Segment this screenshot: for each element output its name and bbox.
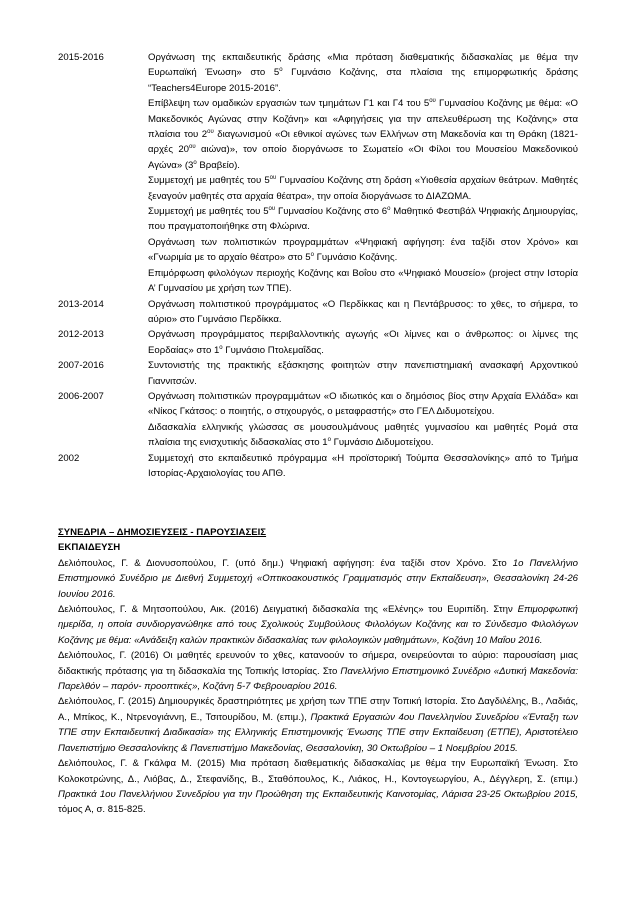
reference-source: Πανελλήνιο Επιστημονικό Συνέδριο «Δυτική Μακεδονία: Παρελθόν – παρόν- προοπτικές», Κοζάνη 5-7 Φεβρουαρίου 2016.	[58, 665, 578, 693]
activity-text: Γυμνάσιο Κοζάνης.	[313, 252, 398, 264]
activity-text: Γυμνασίου Κοζάνης στο 6	[275, 206, 388, 218]
reference-entry	[58, 556, 578, 602]
activity-item	[148, 266, 578, 297]
timeline-entry	[58, 50, 578, 297]
entry-year: 2006-2007	[58, 390, 104, 402]
timeline-entry	[58, 327, 578, 358]
entry-description	[148, 451, 578, 482]
activity-text: Βραβείο).	[196, 159, 240, 171]
activity-item	[148, 204, 578, 235]
reference-entry	[58, 694, 578, 756]
activity-text: Συντονιστής της πρακτικής εξάσκησης φοιτητών στην πανεπιστημιακή ανασκαφή Αρχοντικού Γιαννιτσών.	[148, 360, 578, 387]
ordinal-suffix: ο	[193, 159, 197, 166]
timeline-entry	[58, 451, 578, 482]
timeline-entry	[58, 358, 578, 389]
ordinal-suffix: ο	[327, 437, 331, 444]
activity-text: διαγωνισμού «Οι εθνικοί αγώνες των Ελλήνων στη Μακεδονία και τη Θράκη (1821-αρχές 20	[148, 129, 579, 156]
section-subtitle: ΕΚΠΑΙΔΕΥΣΗ	[58, 542, 121, 554]
activity-text: Συμμετοχή στο εκπαιδευτικό πρόγραμμα «Η προϊστορική Τούμπα Θεσσαλονίκης» από το Τμήμα Ιστορίας-Αρχαιολογίας του ΑΠΘ.	[148, 452, 578, 479]
entry-year: 2013-2014	[58, 298, 104, 310]
activity-text: Γυμνάσιο Κοζάνης, στα πλαίσια της επιμορφωτικής δράσης “Teachers4Europe 2015-2016”.	[148, 67, 578, 94]
reference-text: Δελιόπουλος, Γ. & Γκάλφα Μ. (2015) Μια πρόταση διαθεματικής διδασκαλίας με θέμα την Ευρωπαϊκή Ένωση. Στο Κολοκοτρώνης, Δ., Λιόβας, Δ., Στεφανίδης, Β., Σταθόπουλος, Κ., Λιάκος, Η., Κοντογεωργίου, Α., Δέγγλερη, Σ. (επιμ.)	[58, 758, 578, 785]
entry-year: 2012-2013	[58, 329, 104, 341]
reference-list	[58, 556, 578, 818]
activity-item	[148, 297, 578, 328]
reference-source: Πρακτικά Εργασιών 4ου Πανελληνίου Συνεδρίου «Ένταξη των ΤΠΕ στην Εκπαιδευτική Διαδικασία» της Ελληνικής Επιστημονικής Ένωσης ΤΠΕ στην Εκπαίδευση (ΕΤΠΕ), Αριστοτέλειο Πανεπιστήμιο Θεσσαλονίκης & Πανεπιστήμιο Μακεδονίας, Θεσσαλονίκη, 30 Οκτωβρίου – 1 Νοεμβρίου 2015.	[58, 711, 579, 754]
activity-text: Οργάνωση των πολιτιστικών προγραμμάτων «Ψηφιακή αφήγηση: ένα ταξίδι στον Χρόνο» και «Γνωριμία με το αρχαίο θέατρο» στο 5	[148, 236, 578, 264]
activity-text: αιώνα)», τον οποίο διοργάνωσε το Σωματείο «Οι Φίλοι του Μουσείου Μακεδονικού Αγώνα» (3	[148, 144, 578, 171]
activity-item	[148, 50, 578, 96]
activity-text: Οργάνωση πολιτιστικού προγράμματος «Ο Περδίκκας και η Πεντάβρυσος: το χθες, το σήμερα, το αύριο» στο Γυμνάσιο Περδίκκα.	[148, 298, 578, 325]
entry-description	[148, 358, 578, 389]
activity-item	[148, 389, 578, 420]
activities-timeline	[58, 50, 578, 481]
timeline-entry	[58, 389, 578, 451]
reference-entry	[58, 648, 578, 694]
reference-text: Δελιόπουλος, Γ. (2016) Οι μαθητές ερευνούν το χθες, κατανοούν το σήμερα, ονειρεύονται το αύριο: παρουσίαση μιας διδακτικής πρότασης για τη διδασκαλία της Τοπικής Ιστορίας. Στο	[58, 650, 578, 677]
activity-item	[148, 358, 578, 389]
activity-item	[148, 235, 578, 266]
ordinal-suffix: ου	[429, 98, 436, 105]
activity-text: Διδασκαλία ελληνικής γλώσσας σε μουσουλμάνους μαθητές γυμνασίου και μαθητές Ρομά στα πλαίσια της ενισχυτικής διδασκαλίας στο 1	[148, 421, 578, 449]
ordinal-suffix: ου	[189, 144, 196, 151]
activity-text: Γυμνασίου Κοζάνης στη δράση «Υιοθεσία αρχαίων θεάτρων. Μαθητές ξεναγούν μαθητές στα αρχαία θέατρα», την οποία διοργάνωσε το ΔΙΑΖΩΜΑ.	[148, 175, 578, 202]
timeline-entry	[58, 297, 578, 328]
activity-item	[148, 420, 578, 451]
reference-entry	[58, 602, 578, 648]
ordinal-suffix: ο	[219, 344, 223, 351]
activity-text: Επιμόρφωση φιλολόγων περιοχής Κοζάνης και Βοΐου στο «Ψηφιακό Μουσείο» (project στην Ιστορία Α’ Γυμνασίου με χρήση των ΤΠΕ).	[148, 267, 578, 295]
activity-text: Μαθητικό Φεστιβάλ Ψηφιακής Δημιουργίας, που πραγματοποιήθηκε στη Φλώρινα.	[148, 206, 578, 233]
ordinal-suffix: ου	[207, 129, 214, 136]
reference-source: Πρακτικά 1ου Πανελλήνιου Συνεδρίου για την Προώθηση της Εκπαιδευτικής Καινοτομίας, Λάρισα 23-25 Οκτωβρίου 2015,	[58, 788, 578, 800]
reference-source: 1ο Πανελλήνιο Επιστημονικό Συνέδριο με Διεθνή Συμμετοχή «Οπτικοακουστικός Γραμματισμός στην Εκπαίδευση», Θεσσαλονίκη 24-26 Ιουνίου 2016.	[58, 557, 578, 600]
reference-text: Δελιόπουλος, Γ. (2015) Δημιουργικές δραστηριότητες με χρήση των ΤΠΕ στην Τοπική Ιστορία. Στο Δαγδιλέλης, Β., Λαδιάς, Α., Μπίκος, Κ., Ντρενογιάννη, Ε., Τσιτουρίδου, Μ. (επιμ.),	[58, 696, 578, 723]
entry-description	[148, 389, 578, 451]
ordinal-suffix: ο	[310, 252, 314, 259]
reference-source: Επιμορφωτική ημερίδα, η οποία συνδιοργανώθηκε από τους Σχολικούς Συμβούλους Φιλολόγων Κοζάνης και το Σύνδεσμο Φιλολόγων Κοζάνης με θέμα: «Ανάδειξη καλών πρακτικών διδασκαλίας των φιλολογικών μαθημάτων», Κοζάνη 10 Μαΐου 2016.	[58, 604, 578, 646]
activity-text: Οργάνωση της εκπαιδευτικής δράσης «Μια πρόταση διαθεματικής διδασκαλίας με θέμα την Ευρωπαϊκή Ένωση» στο 5	[148, 52, 578, 79]
section-title: ΣΥΝΕΔΡΙΑ – ΔΗΜΟΣΙΕΥΣΕΙΣ - ΠΑΡΟΥΣΙΑΣΕΙΣ	[58, 527, 267, 538]
activity-text: Γυμνάσιο Διδυμοτείχου.	[330, 437, 434, 449]
activity-item	[148, 173, 578, 204]
reference-pages: τόμος Α, σ. 815-825.	[58, 804, 146, 816]
ordinal-suffix: ο	[279, 67, 283, 74]
activity-item	[148, 327, 578, 358]
activity-text: Γυμνασίου Κοζάνης με θέμα: «Ο Μακεδονικός Αγώνας στην Κοζάνη» και «Αφηγήσεις για την απελευθέρωση της Κοζάνης» στα πλαίσια του 2	[148, 98, 578, 141]
activity-text: Συμμετοχή με μαθητές του 5	[148, 175, 270, 187]
activity-text: Οργάνωση προγράμματος περιβαλλοντικής αγωγής «Οι λίμνες και ο άνθρωπος: οι λίμνες της Εορδαίας» στο 1	[148, 329, 578, 356]
reference-entry	[58, 756, 578, 818]
entry-description	[148, 50, 578, 297]
entry-year: 2007-2016	[58, 360, 104, 372]
entry-year: 2015-2016	[58, 52, 104, 63]
activity-text: Επίβλεψη των ομαδικών εργασιών των τμημάτων Γ1 και Γ4 του 5	[148, 98, 430, 110]
activity-text: Συμμετοχή με μαθητές του 5	[148, 206, 269, 218]
ordinal-suffix: ου	[269, 175, 277, 182]
ordinal-suffix: ου	[268, 206, 276, 213]
activity-text: Οργάνωση πολιτιστικών προγραμμάτων «Ο ιδιωτικός και ο δημόσιος βίος στην Αρχαία Ελλάδα» και «Νίκος Γκάτσος: ο ποιητής, ο στιχουργός, ο μεταφραστής» στο ΓΕΛ Διδυμοτείχου.	[148, 390, 578, 418]
entry-description	[148, 297, 578, 328]
activity-text: Γυμνάσιο Πτολεμαΐδας.	[222, 344, 324, 356]
publications-section	[58, 525, 578, 818]
reference-text: Δελιόπουλος, Γ. & Μητσοπούλου, Αικ. (2016) Δειγματική διδασκαλία της «Ελένης» του Ευριπίδη. Στην	[58, 604, 518, 616]
reference-text: Δελιόπουλος, Γ. & Διονυσοπούλου, Γ. (υπό δημ.) Ψηφιακή αφήγηση: ένα ταξίδι στον Χρόνο. Στο	[58, 557, 513, 569]
ordinal-suffix: ο	[387, 206, 391, 213]
entry-year: 2002	[58, 452, 80, 464]
entry-description	[148, 327, 578, 358]
activity-item	[148, 451, 578, 482]
activity-item	[148, 96, 578, 173]
